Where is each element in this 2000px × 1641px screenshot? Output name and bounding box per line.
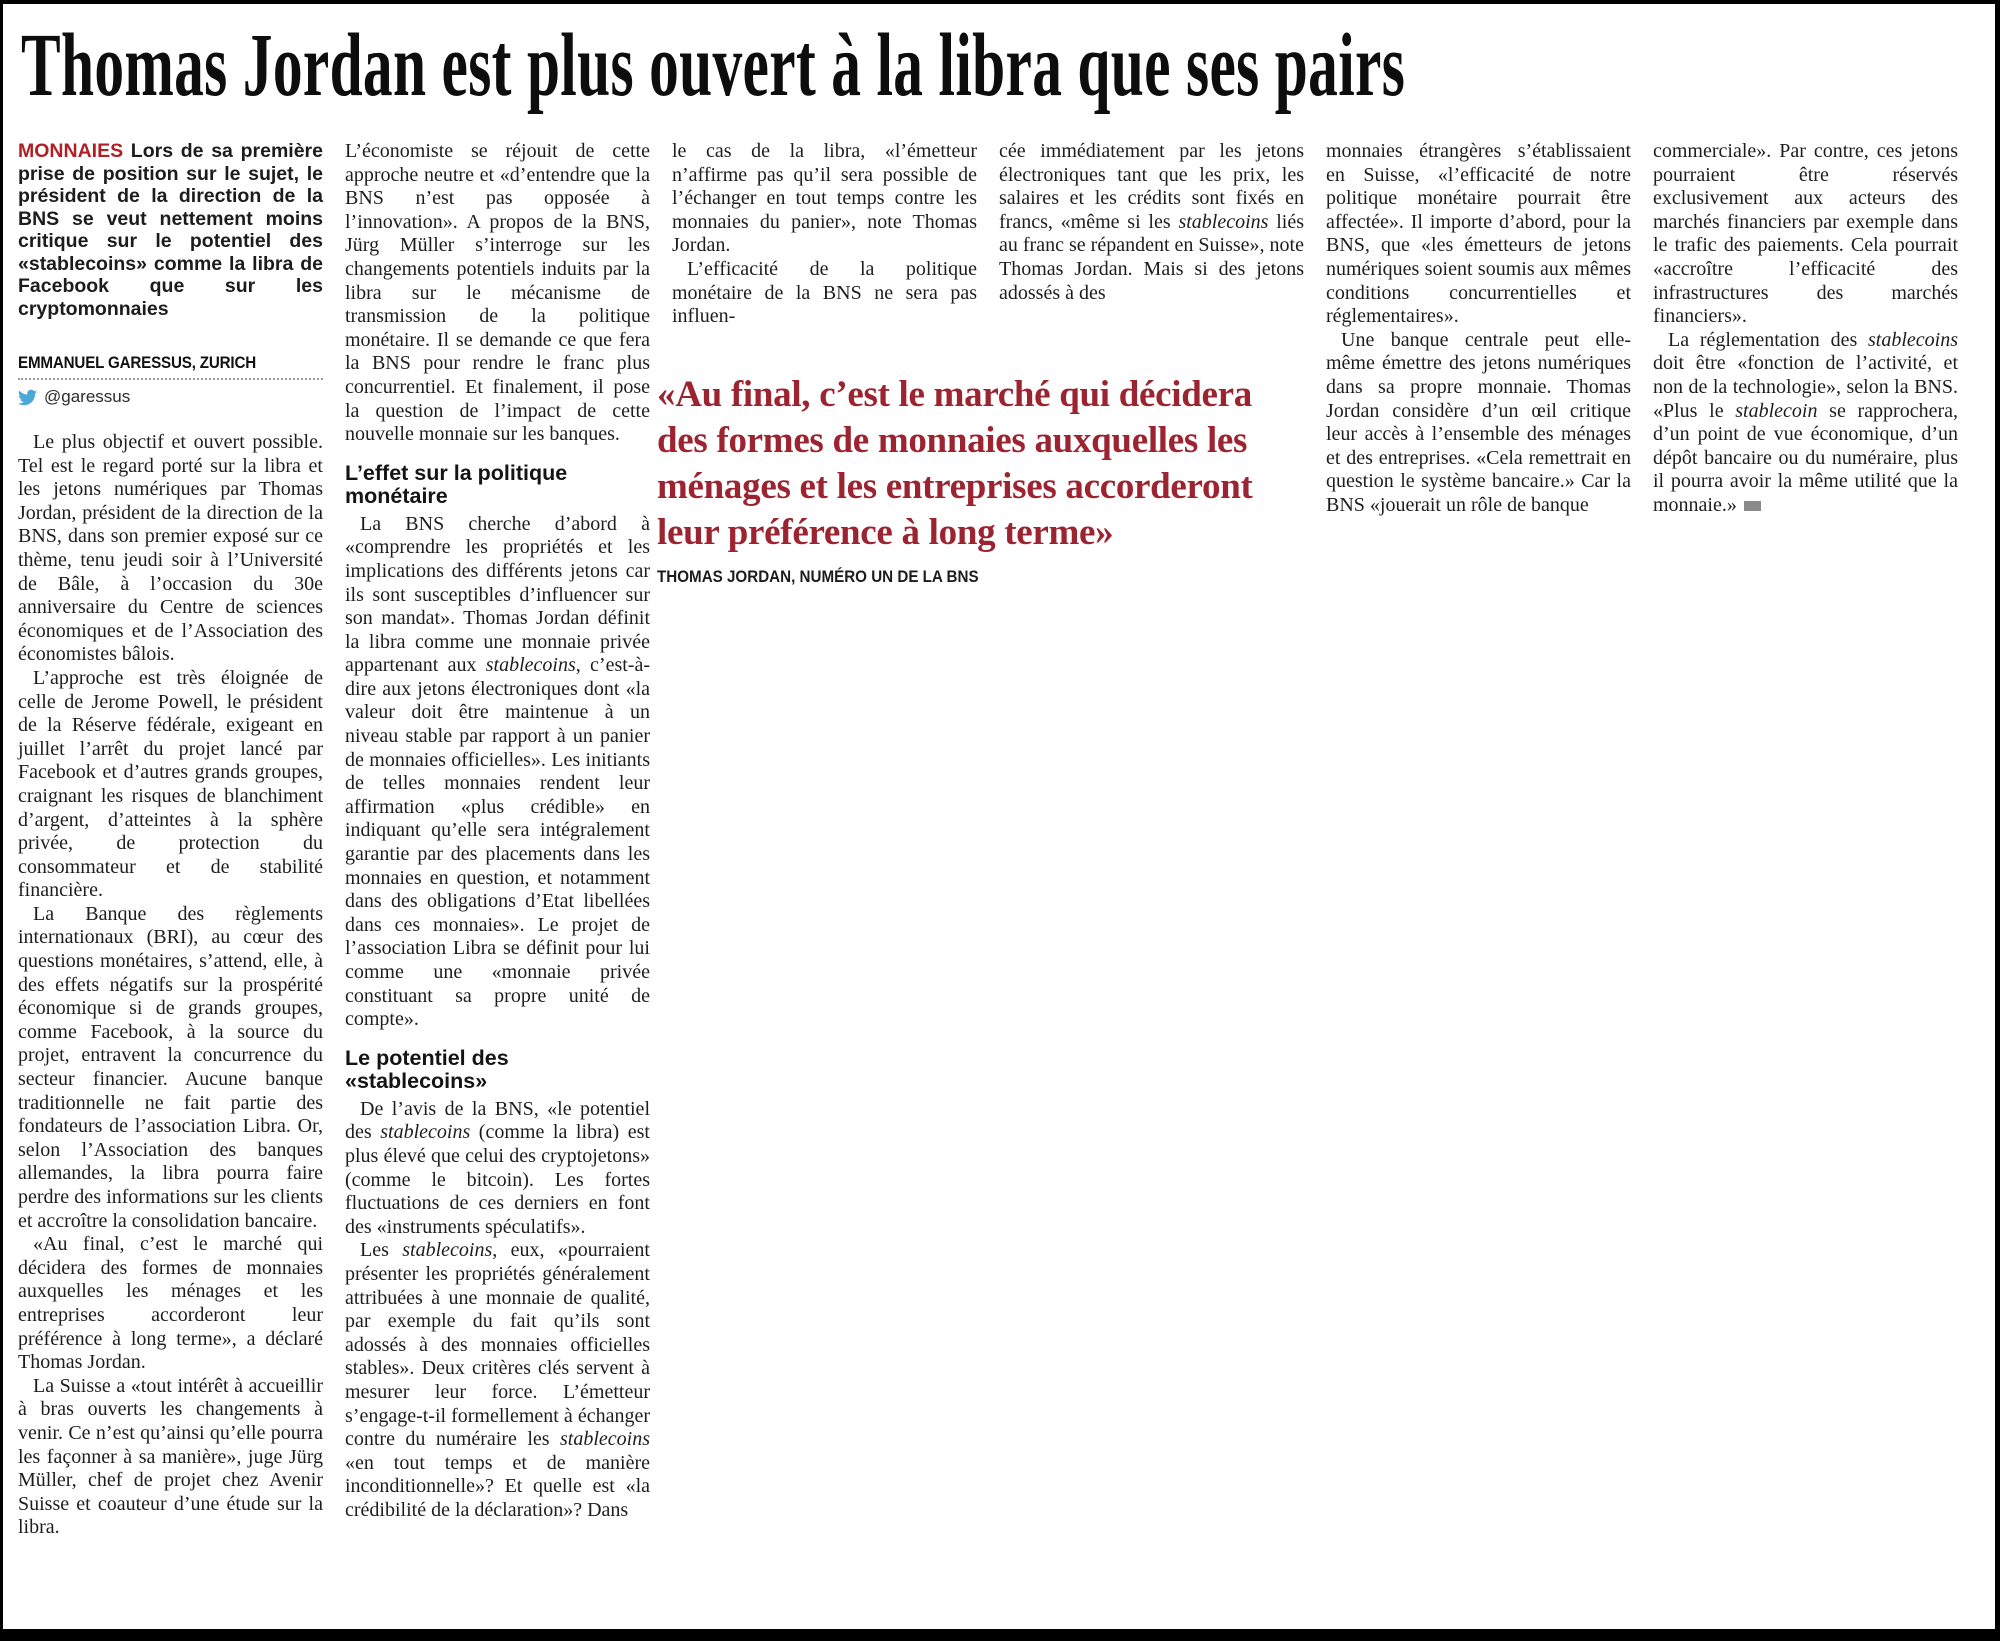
paragraph: L’efficacité de la politique monétaire de la BNS ne sera pas influen- xyxy=(672,257,977,328)
paragraph-text: La réglementation des stablecoins doit être «fonction de l’activité, et non de la technologie», selon la BNS. «Plus le stablecoin se rapprochera, d’un point de vue économique, d’un dépôt bancaire ou du numéraire, plus il pourra avoir la même utilité que la monnaie.» xyxy=(1653,328,1958,516)
pull-quote xyxy=(657,372,1302,587)
kicker-paragraph xyxy=(18,140,323,320)
paragraph: le cas de la libra, «l’émetteur n’affirme pas qu’il sera possible de l’échanger en tout temps contre les monnaies du panier», note Thomas Jordan. xyxy=(672,140,977,257)
article-page xyxy=(3,4,1995,1629)
pull-quote-text: «Au final, c’est le marché qui décidera des formes de monnaies auxquelles les ménages et les entreprises accorderont leur préférence à long terme» xyxy=(657,374,1253,553)
paragraph: Le plus objectif et ouvert possible. Tel est le regard porté sur la libra et les jetons numériques par Thomas Jordan, président de la direction de la BNS, dans son premier exposé sur ce thème, tenu jeudi soir à l’Université de Bâle, à l’occasion du 30e anniversaire du Centre de sciences économiques et de l’Association des économistes bâlois. xyxy=(18,431,323,666)
subhead-politique-monetaire: L’effet sur la politique monétaire xyxy=(345,460,568,509)
subhead-potentiel-stablecoins: Le potentiel des «stablecoins» xyxy=(345,1045,509,1094)
column-6 xyxy=(1653,140,1958,1540)
paragraph: Une banque centrale peut elle-même émettre des jetons numériques dans sa propre monnaie. Thomas Jordan considère d’un œil critique leur accès à l’ensemble des ménages et des entreprises. «Cela remettrait en question le système bancaire.» Car la BNS «jouerait un rôle de banque xyxy=(1326,328,1631,516)
paragraph: «Au final, c’est le marché qui décidera des formes de monnaies auxquelles les ménages et les entreprises accorderont leur préférence à long terme», a déclaré Thomas Jordan. xyxy=(18,1233,323,1374)
column-1 xyxy=(18,140,323,1540)
column-3 xyxy=(672,140,977,1540)
paragraph: cée immédiatement par les jetons électroniques tant que les prix, les salaires et les crédits sont fixés en francs, «même si les stablecoins liés au franc se répandent en Suisse», note Thomas Jordan. Mais si des jetons adossés à des xyxy=(999,140,1304,304)
paragraph: La BNS cherche d’abord à «comprendre les propriétés et les implications des différents jetons car ils sont susceptibles d’influencer sur son mandat». Thomas Jordan définit la libra comme une monnaie privée appartenant aux stablecoins, c’est-à-dire aux jetons électroniques dont «la valeur doit être maintenue à un niveau stable par rapport à un panier de monnaies officielles». Les initiants de telles monnaies rendent leur affirmation «plus crédible» en indiquant qu’elle sera intégralement garantie par des placements dans les monnaies en question, et notamment dans des obligations d’Etat libellées dans ces monnaies». Le projet de l’association Libra se définit pour lui comme une «monnaie privée constituant sa propre unité de compte». xyxy=(345,512,650,1031)
paragraph: L’économiste se réjouit de cette approche neutre et «d’entendre que la BNS n’est pas opposée à l’innovation». A propos de la BNS, Jürg Müller s’interroge sur les changements potentiels induits par la libra sur le mécanisme de transmission de la politique monétaire. Il se demande ce que fera la BNS pour rendre le franc plus concurrentiel. Et finalement, il pose la question de l’impact de cette nouvelle monnaie sur les banques. xyxy=(345,140,650,446)
headline-text: Thomas Jordan est plus ouvert à la libra que ses pairs xyxy=(21,16,1406,115)
kicker-text: Lors de sa première prise de position sur le sujet, le président de la direction de la BNS se veut nettement moins critique sur le potentiel des «stablecoins» comme la libra de Facebook que sur les cryptomonnaies xyxy=(18,140,323,320)
column-2 xyxy=(345,140,650,1540)
byline-divider xyxy=(18,378,323,380)
paragraph: La Banque des règlements internationaux (BRI), au cœur des questions monétaires, s’attend, elle, à des effets négatifs sur la prospérité économique si de grands groupes, comme Facebook, à la source du projet, entravent la concurrence du secteur financier. Aucune banque traditionnelle ne fait partie des fondateurs de l’association Libra. Or, selon l’Association des banques allemandes, la libra pourra faire perdre des informations sur les clients et accroître la consolidation bancaire. xyxy=(18,902,323,1232)
byline-author: EMMANUEL GARESSUS, ZURICH xyxy=(18,354,257,372)
article-columns xyxy=(3,140,1995,1540)
twitter-row xyxy=(18,387,323,407)
paragraph: Les stablecoins, eux, «pourraient présenter les propriétés généralement attribuées à une monnaie de qualité, par exemple du fait qu’ils sont adossés à des monnaies officielles stables». Deux critères clés servent à mesurer leur force. L’émetteur s’engage-t-il formellement à échanger contre du numéraire les stablecoins «en tout temps et de manière inconditionnelle»? Et quelle est «la crédibilité de la déclaration»? Dans xyxy=(345,1239,650,1521)
paragraph: De l’avis de la BNS, «le potentiel des stablecoins (comme la libra) est plus élevé que celui des cryptojetons» (comme le bitcoin). Les fortes fluctuations de ces derniers en font des «instruments spéculatifs». xyxy=(345,1097,650,1238)
pull-quote-attribution: THOMAS JORDAN, NUMÉRO UN DE LA BNS xyxy=(657,568,979,586)
kicker-label: MONNAIES xyxy=(18,140,124,162)
column-4 xyxy=(999,140,1304,1540)
paragraph: commerciale». Par contre, ces jetons pourraient être réservés exclusivement aux acteurs des marchés financiers par exemple dans le trafic des paiements. Cela pourrait «accroître l’efficacité des infrastructures des marchés financiers». xyxy=(1653,140,1958,328)
paragraph: monnaies étrangères s’établissaient en Suisse, «l’efficacité de notre politique monétaire pourrait être affectée». Il importe d’abord, pour la BNS, que «les émetteurs de jetons numériques soient soumis aux mêmes conditions concurrentielles et réglementaires». xyxy=(1326,140,1631,328)
article-end-mark xyxy=(1744,501,1761,511)
paragraph: La Suisse a «tout intérêt à accueillir à bras ouverts les changements à venir. Ce n’est qu’ainsi qu’elle pourra les façonner à sa manière», juge Jürg Müller, chef de projet chez Avenir Suisse et coauteur d’une étude sur la libra. xyxy=(18,1374,323,1539)
paragraph: L’approche est très éloignée de celle de Jerome Powell, le président de la Réserve fédérale, exigeant en juillet l’arrêt du projet lancé par Facebook et d’autres grands groupes, craignant les risques de blanchiment d’argent, d’atteintes à la sphère privée, de protection du consommateur et de stabilité financière. xyxy=(18,666,323,902)
twitter-bird-icon xyxy=(18,388,37,407)
article-headline xyxy=(21,14,1995,118)
column-1-body xyxy=(18,431,323,1540)
byline-block xyxy=(18,354,323,407)
column-5 xyxy=(1326,140,1631,1540)
paragraph xyxy=(1653,329,1958,518)
twitter-handle: @garessus xyxy=(44,387,131,406)
